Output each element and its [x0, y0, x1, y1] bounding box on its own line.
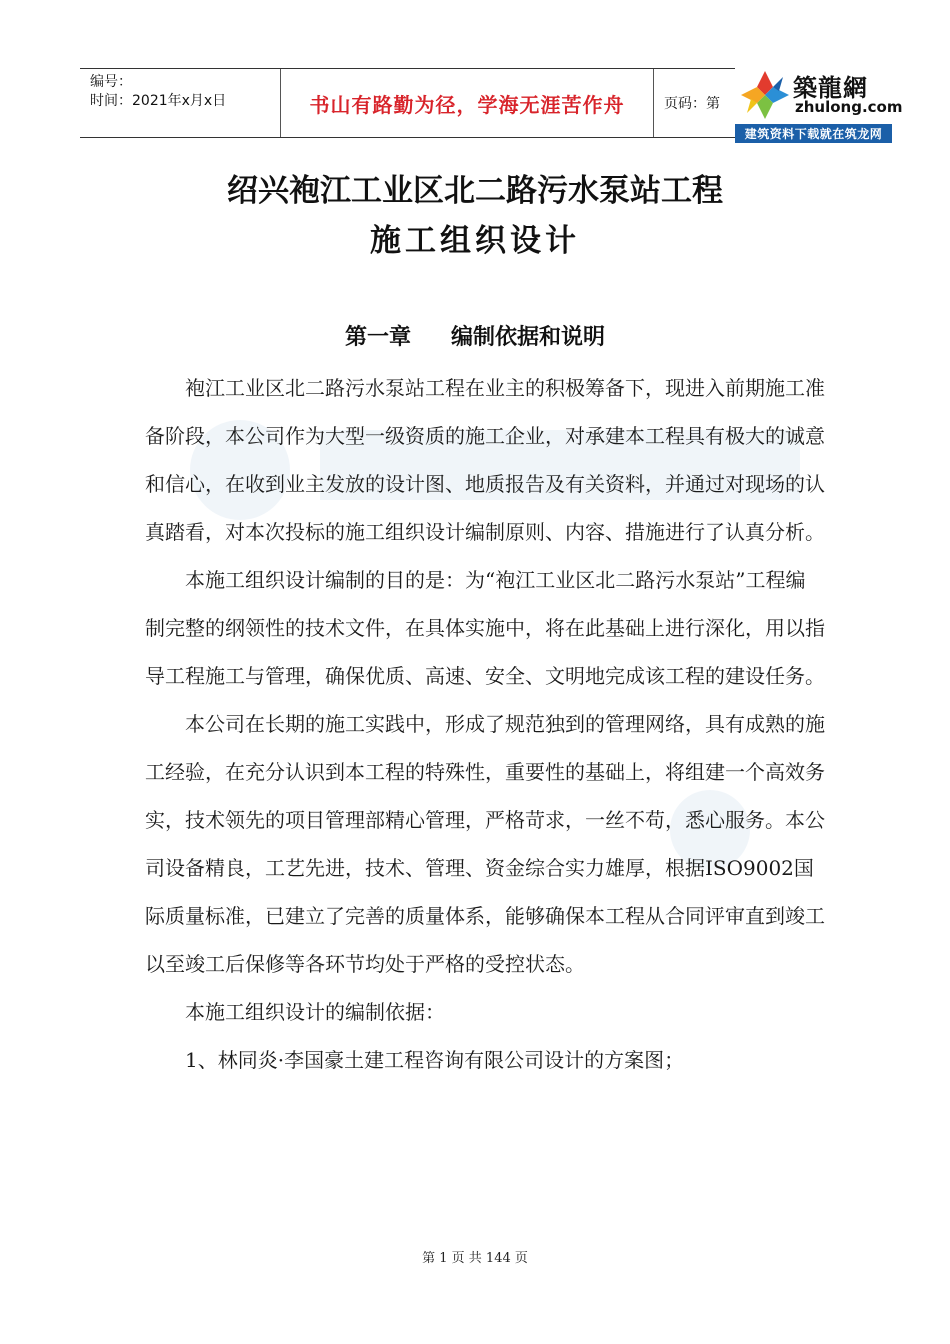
- chapter-number: 第一章: [344, 325, 411, 350]
- document-time-label: 时间：2021年x月x日: [90, 93, 227, 109]
- pinwheel-logo-icon: [737, 67, 793, 123]
- zhulong-logo: [735, 66, 903, 143]
- document-title-line2: 施工组织设计: [370, 223, 580, 259]
- header-motto: 书山有路勤为径，学海无涯苦作舟: [281, 69, 654, 137]
- paragraph-basis-item-1: 1、林同炎·李国豪土建工程咨询有限公司设计的方案图；: [185, 1048, 685, 1072]
- header-meta-cell: [80, 69, 281, 137]
- logo-chinese-text: 築龍網: [793, 73, 868, 102]
- paragraph-basis-heading: 本施工组织设计的编制依据：: [185, 1000, 445, 1024]
- header-table: [80, 68, 735, 138]
- document-number-label: 编号：: [90, 74, 132, 90]
- chapter-heading: [0, 320, 950, 351]
- logo-english-text: zhulong.com: [795, 98, 903, 116]
- body-text: [145, 364, 825, 1084]
- logo-tagline: 建筑资料下载就在筑龙网: [735, 124, 892, 143]
- header-page-label: 页码：第: [664, 96, 720, 112]
- paragraph-company: 本公司在长期的施工实践中，形成了规范独到的管理网络，具有成熟的施工经验，在充分认识到本工程的特殊性，重要性的基础上，将组建一个高效务实，技术领先的项目管理部精心管理，严格苛求，一丝不苟，悉心服务。本公司设备精良，工艺先进，技术、管理、资金综合实力雄厚，根据ISO9002国际质量标准，已建立了完善的质量体系，能够确保本工程从合同评审直到竣工以至竣工后保修等各环节均处于严格的受控状态。: [145, 712, 825, 976]
- paragraph-purpose: 本施工组织设计编制的目的是：为“袍江工业区北二路污水泵站”工程编制完整的纲领性的技术文件，在具体实施中，将在此基础上进行深化，用以指导工程施工与管理，确保优质、高速、安全、文明地完成该工程的建设任务。: [145, 568, 825, 688]
- document-title-line1: 绍兴袍江工业区北二路污水泵站工程: [227, 173, 723, 209]
- paragraph-intro: 袍江工业区北二路污水泵站工程在业主的积极筹备下，现进入前期施工准备阶段，本公司作为大型一级资质的施工企业，对承建本工程具有极大的诚意和信心，在收到业主发放的设计图、地质报告及有关资料，并通过对现场的认真踏看，对本次投标的施工组织设计编制原则、内容、措施进行了认真分析。: [145, 376, 825, 544]
- page-footer: 第 1 页 共 144 页: [422, 1251, 528, 1266]
- chapter-name: 编制依据和说明: [451, 325, 606, 350]
